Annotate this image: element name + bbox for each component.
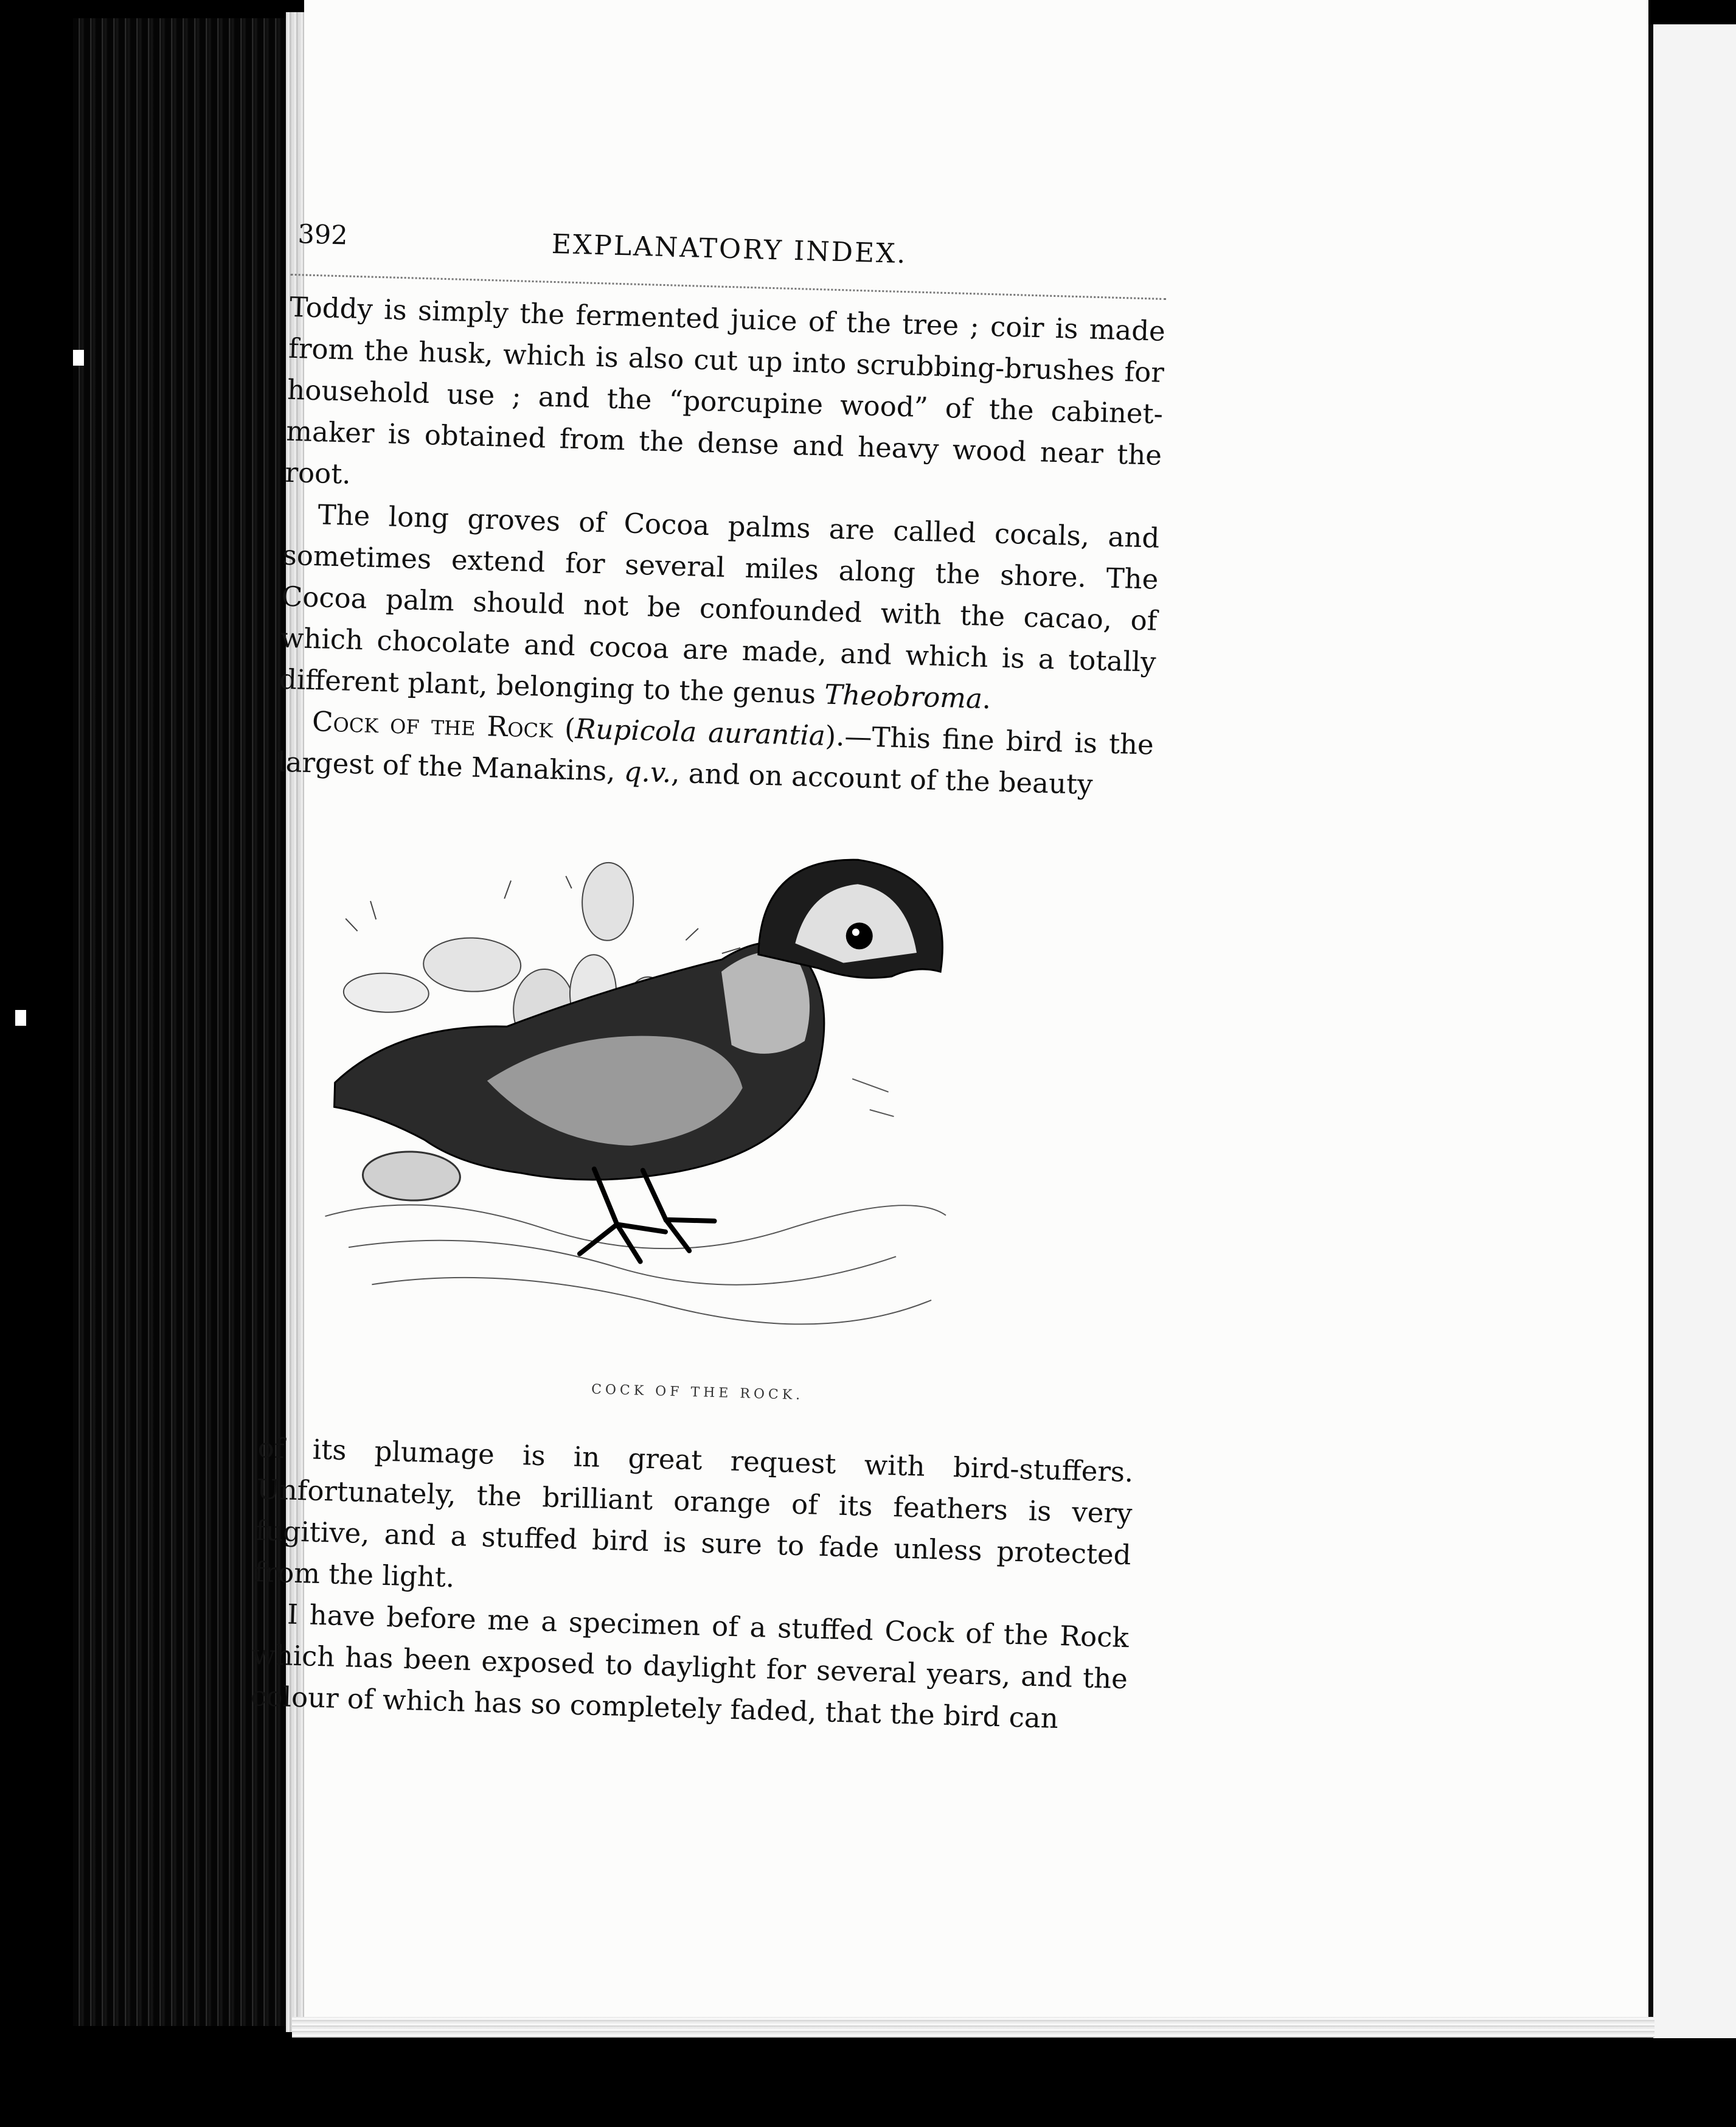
cock-of-the-rock-illustration — [297, 820, 993, 1362]
entry-term: Cock of the Rock — [311, 705, 554, 745]
page-number: 392 — [297, 219, 349, 251]
figure-caption: COCK OF THE ROCK. — [591, 1382, 804, 1404]
latin-name: Rupicola aurantia — [575, 712, 826, 752]
paragraph-cocoa-groves — [279, 493, 1160, 725]
paragraph-text: , and on account of the beauty — [670, 756, 1094, 801]
paragraph-text: ). — [824, 719, 845, 753]
paragraph-text: ( — [552, 712, 576, 745]
cactus-pad — [362, 1151, 460, 1202]
page-bottom-edge — [292, 2017, 1654, 2038]
paragraph-text: . — [982, 682, 991, 715]
margin-mark — [73, 350, 84, 366]
running-title: EXPLANATORY INDEX. — [551, 228, 908, 270]
cross-reference: q.v. — [623, 755, 672, 789]
genus-name: Theobroma — [824, 678, 983, 715]
paragraph-text: The long groves of Cocoa palms are called cocals, and sometimes extend for several miles along the shore. The Cocoa palm should not be confounded with the cacao, of which chocolate and cocoa are made, and which is a totally different plant, belonging to the genus — [279, 498, 1160, 711]
facing-page-edge — [1653, 24, 1736, 2038]
paragraph-specimen: I have before me a specimen of a stuffed Cock of the Rock which has been exposed to daylight for several years, and the colour of which has so completely faded, that the bird can — [250, 1598, 1130, 1735]
page-content — [249, 219, 1168, 1800]
paragraph-toddy: Toddy is simply the fermented juice of the tree ; coir is made from the husk, which is also cut up into scrubbing-brushes for household use ; and the “porcupine wood” of the cabinet-maker is obtained from the dense and heavy wood near the root. — [284, 290, 1166, 490]
bird-neck-highlight — [719, 950, 811, 1055]
bird-legs — [580, 1169, 716, 1264]
paragraph-text: —This fine bird is the largest of the Manakins, — [276, 720, 1154, 788]
paragraph-plumage: of its plumage is in great request with bird-stuffers. Unfortunately, the brilliant orange of its feathers is very fugitive, and a stuffed bird is sure to fade unless protected from the light. — [254, 1432, 1134, 1594]
bird-illustration-figure — [259, 820, 1151, 1452]
margin-mark — [15, 1010, 26, 1026]
